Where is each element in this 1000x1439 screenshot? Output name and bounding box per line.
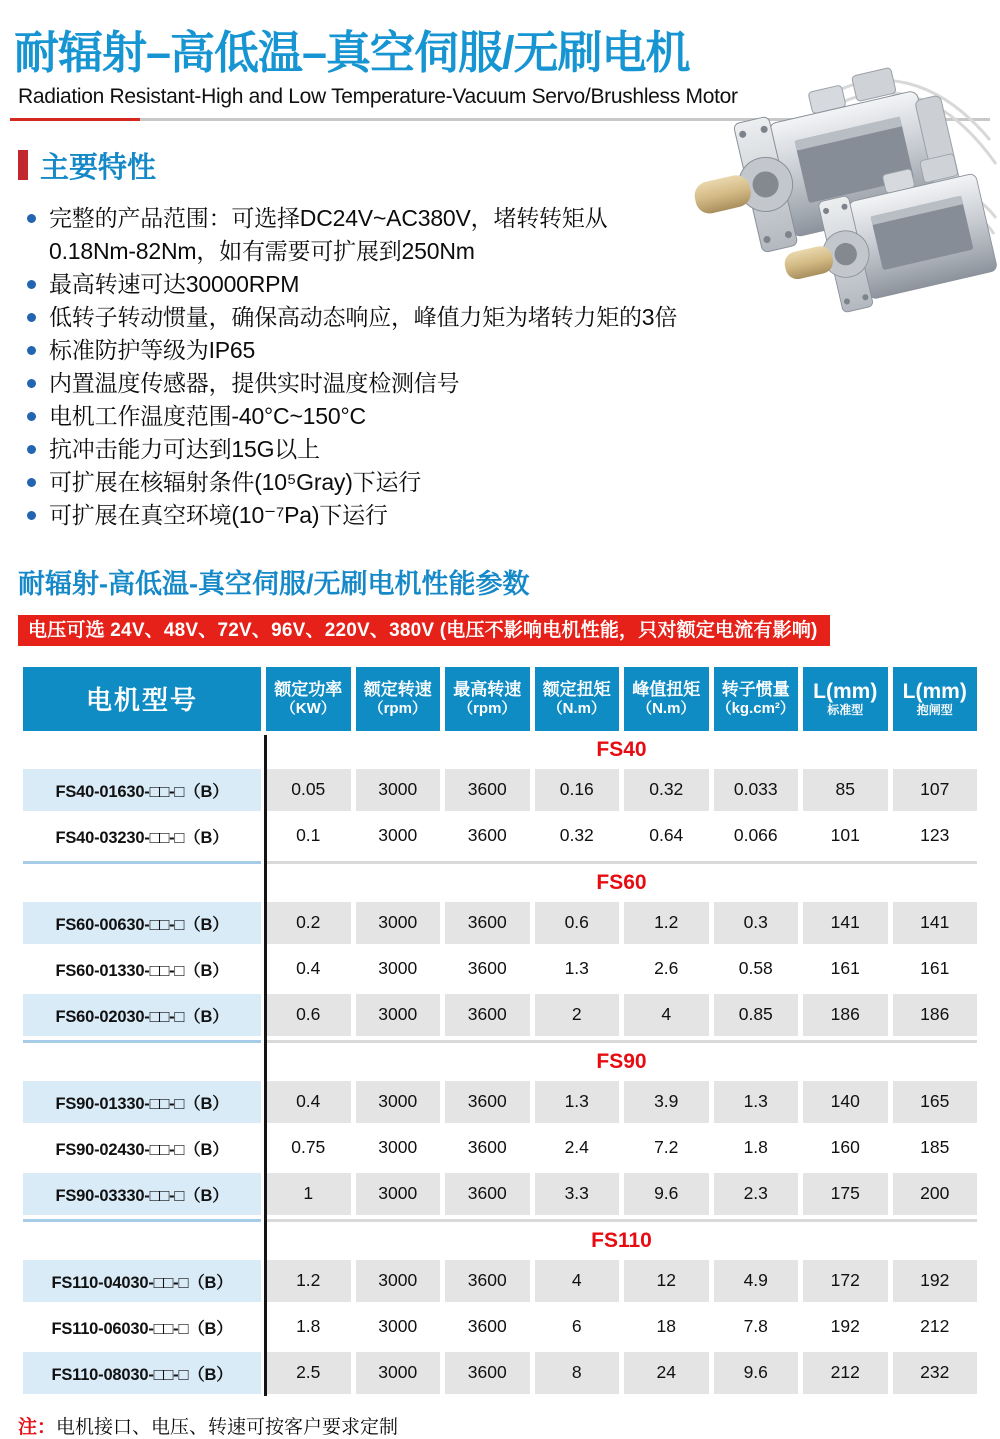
column-header-label: L(mm) bbox=[813, 679, 878, 703]
value-cell: 3600 bbox=[445, 1260, 530, 1302]
column-header bbox=[624, 667, 709, 731]
column-header-label: 额定扭矩 bbox=[542, 679, 611, 699]
table-row bbox=[23, 1127, 977, 1169]
column-header bbox=[803, 667, 888, 731]
model-cell: FS40-01630-□□-□（B） bbox=[23, 769, 261, 811]
section-label-spacer bbox=[23, 1226, 261, 1256]
separator-data-segment bbox=[266, 1219, 977, 1222]
section-label-row bbox=[23, 1226, 977, 1256]
footnote-prefix: 注： bbox=[18, 1416, 57, 1438]
feature-item: 标准防护等级为IP65 bbox=[22, 334, 712, 367]
value-cell: 123 bbox=[920, 825, 950, 845]
table-row bbox=[23, 902, 977, 944]
footnote bbox=[18, 1412, 982, 1439]
divider-red-segment bbox=[10, 118, 140, 121]
features-list bbox=[22, 202, 712, 532]
model-cell: FS60-01330-□□-□（B） bbox=[55, 961, 229, 980]
red-bar-icon bbox=[18, 150, 28, 180]
column-header bbox=[266, 667, 351, 731]
spec-table-wrap bbox=[18, 663, 982, 1398]
value-cell: 6 bbox=[571, 1316, 582, 1336]
value-cell: 12 bbox=[624, 1260, 709, 1302]
section-label-row bbox=[23, 735, 977, 765]
separator-data-segment bbox=[266, 1040, 977, 1043]
value-cell: 24 bbox=[624, 1352, 709, 1394]
value-cell: 2.5 bbox=[266, 1352, 351, 1394]
value-cell: 0.64 bbox=[649, 825, 684, 845]
value-cell: 9.6 bbox=[624, 1173, 709, 1215]
column-header bbox=[893, 667, 978, 731]
value-cell: 0.033 bbox=[714, 769, 799, 811]
separator-model-segment bbox=[23, 1219, 261, 1222]
value-cell: 0.1 bbox=[296, 825, 321, 845]
column-header bbox=[356, 667, 441, 731]
value-cell: 3600 bbox=[467, 1137, 507, 1157]
value-cell: 3600 bbox=[445, 1352, 530, 1394]
column-header-label: 峰值扭矩 bbox=[632, 679, 701, 699]
feature-item: 抗冲击能力可达到15G以上 bbox=[22, 433, 712, 466]
value-cell: 2 bbox=[535, 994, 620, 1036]
value-cell: 172 bbox=[803, 1260, 888, 1302]
table-row bbox=[23, 994, 977, 1036]
value-cell: 141 bbox=[893, 902, 978, 944]
column-header-label: 额定功率 bbox=[274, 679, 343, 699]
value-cell: 161 bbox=[920, 958, 950, 978]
value-cell: 4 bbox=[535, 1260, 620, 1302]
column-header-unit: （rpm） bbox=[458, 699, 517, 717]
value-cell: 3.9 bbox=[624, 1081, 709, 1123]
model-column-divider bbox=[264, 735, 267, 1396]
model-cell: FS60-02030-□□-□（B） bbox=[23, 994, 261, 1036]
section-separator-row bbox=[23, 861, 977, 864]
value-cell: 200 bbox=[893, 1173, 978, 1215]
value-cell: 3000 bbox=[356, 1081, 441, 1123]
value-cell: 2.3 bbox=[714, 1173, 799, 1215]
separator-model-segment bbox=[23, 1040, 261, 1043]
value-cell: 7.8 bbox=[743, 1316, 768, 1336]
performance-section bbox=[18, 562, 982, 1439]
value-cell: 3000 bbox=[378, 1137, 418, 1157]
value-cell: 186 bbox=[893, 994, 978, 1036]
value-cell: 232 bbox=[893, 1352, 978, 1394]
feature-item: 完整的产品范围：可选择DC24V~AC380V，堵转转矩从0.18Nm-82Nm，如有需要可扩展到250Nm bbox=[22, 202, 612, 268]
value-cell: 175 bbox=[803, 1173, 888, 1215]
table-header-row bbox=[23, 667, 977, 731]
separator-data-segment bbox=[266, 861, 977, 864]
value-cell: 1.8 bbox=[743, 1137, 768, 1157]
value-cell: 192 bbox=[830, 1316, 860, 1336]
section-separator-row bbox=[23, 1040, 977, 1043]
value-cell: 186 bbox=[803, 994, 888, 1036]
value-cell: 141 bbox=[803, 902, 888, 944]
value-cell: 0.16 bbox=[535, 769, 620, 811]
value-cell: 212 bbox=[920, 1316, 950, 1336]
value-cell: 1.2 bbox=[624, 902, 709, 944]
footnote-text: 电机接口、电压、转速可按客户要求定制 bbox=[56, 1416, 399, 1438]
separator-model-segment bbox=[23, 861, 261, 864]
value-cell: 0.75 bbox=[291, 1137, 326, 1157]
value-cell: 3600 bbox=[467, 1316, 507, 1336]
value-cell: 3000 bbox=[356, 769, 441, 811]
value-cell: 1.2 bbox=[266, 1260, 351, 1302]
section-label-row bbox=[23, 868, 977, 898]
feature-item: 内置温度传感器，提供实时温度检测信号 bbox=[22, 367, 712, 400]
value-cell: 3000 bbox=[356, 902, 441, 944]
value-cell: 0.85 bbox=[714, 994, 799, 1036]
value-cell: 18 bbox=[656, 1316, 676, 1336]
value-cell: 3000 bbox=[378, 825, 418, 845]
value-cell: 3600 bbox=[445, 769, 530, 811]
model-cell: FS90-02430-□□-□（B） bbox=[55, 1140, 229, 1159]
model-cell: FS110-04030-□□-□（B） bbox=[23, 1260, 261, 1302]
value-cell: 3600 bbox=[445, 994, 530, 1036]
value-cell: 0.05 bbox=[266, 769, 351, 811]
column-header-label: 转子惯量 bbox=[721, 679, 790, 699]
value-cell: 192 bbox=[893, 1260, 978, 1302]
feature-item: 可扩展在真空环境(10⁻⁷Pa)下运行 bbox=[22, 499, 712, 532]
column-header bbox=[714, 667, 799, 731]
feature-item: 可扩展在核辐射条件(10⁵Gray)下运行 bbox=[22, 466, 712, 499]
table-row bbox=[23, 815, 977, 857]
table-row bbox=[23, 1260, 977, 1302]
value-cell: 0.4 bbox=[296, 958, 321, 978]
features-heading-label: 主要特性 bbox=[40, 151, 157, 184]
value-cell: 8 bbox=[535, 1352, 620, 1394]
value-cell: 107 bbox=[893, 769, 978, 811]
servo-motor-product-image bbox=[678, 48, 998, 336]
value-cell: 3000 bbox=[378, 1316, 418, 1336]
model-cell: FS110-06030-□□-□（B） bbox=[51, 1319, 233, 1338]
feature-item: 电机工作温度范围-40°C~150°C bbox=[22, 400, 712, 433]
column-header-unit: （kg.cm²） bbox=[716, 699, 795, 717]
column-header-label: L(mm) bbox=[902, 679, 967, 703]
voltage-banner: 电压可选 24V、48V、72V、96V、220V、380V (电压不影响电机性能，只对额定电流有影响) bbox=[18, 615, 830, 646]
column-header-unit: （rpm） bbox=[368, 699, 427, 717]
value-cell: 1.3 bbox=[535, 1081, 620, 1123]
value-cell: 165 bbox=[893, 1081, 978, 1123]
model-cell: FS110-08030-□□-□（B） bbox=[23, 1352, 261, 1394]
value-cell: 160 bbox=[830, 1137, 860, 1157]
table-row bbox=[23, 769, 977, 811]
section-label: FS110 bbox=[591, 1228, 652, 1252]
section-label: FS40 bbox=[596, 737, 647, 761]
model-cell: FS90-01330-□□-□（B） bbox=[23, 1081, 261, 1123]
section-label-spacer bbox=[23, 735, 261, 765]
value-cell: 4 bbox=[624, 994, 709, 1036]
value-cell: 140 bbox=[803, 1081, 888, 1123]
value-cell: 161 bbox=[830, 958, 860, 978]
value-cell: 3600 bbox=[445, 1173, 530, 1215]
table-row bbox=[23, 1081, 977, 1123]
value-cell: 3600 bbox=[467, 825, 507, 845]
column-header-label: 额定转速 bbox=[363, 679, 432, 699]
value-cell: 7.2 bbox=[654, 1137, 679, 1157]
value-cell: 3000 bbox=[378, 958, 418, 978]
value-cell: 0.3 bbox=[714, 902, 799, 944]
value-cell: 1.3 bbox=[564, 958, 589, 978]
feature-item: 最高转速可达30000RPM bbox=[22, 268, 712, 301]
value-cell: 3000 bbox=[356, 994, 441, 1036]
value-cell: 101 bbox=[830, 825, 860, 845]
value-cell: 2.4 bbox=[564, 1137, 589, 1157]
column-header: 电机型号 bbox=[23, 667, 261, 731]
section-separator-row bbox=[23, 1219, 977, 1222]
column-header-unit: （KW） bbox=[280, 699, 336, 717]
feature-item: 低转子转动惯量，确保高动态响应，峰值力矩为堵转力矩的3倍 bbox=[22, 301, 712, 334]
page-subtitle: Radiation Resistant-High and Low Temperature-Vacuum Servo/Brushless Motor bbox=[18, 84, 738, 108]
column-header-unit: 标准型 bbox=[827, 702, 864, 717]
page-title: 耐辐射–高低温–真空伺服/无刷电机 bbox=[14, 27, 690, 78]
column-header-unit: 抱闸型 bbox=[916, 702, 953, 717]
performance-heading: 耐辐射-高低温-真空伺服/无刷电机性能参数 bbox=[18, 568, 530, 599]
value-cell: 185 bbox=[920, 1137, 950, 1157]
column-header bbox=[445, 667, 530, 731]
value-cell: 0.6 bbox=[535, 902, 620, 944]
column-header-unit: （N.m） bbox=[637, 699, 696, 717]
value-cell: 85 bbox=[803, 769, 888, 811]
section-label: FS90 bbox=[596, 1049, 647, 1073]
table-row bbox=[23, 948, 977, 990]
value-cell: 0.32 bbox=[624, 769, 709, 811]
value-cell: 1.3 bbox=[714, 1081, 799, 1123]
column-header-unit: （N.m） bbox=[547, 699, 606, 717]
value-cell: 0.6 bbox=[266, 994, 351, 1036]
section-label-spacer bbox=[23, 1047, 261, 1077]
value-cell: 3000 bbox=[356, 1173, 441, 1215]
value-cell: 3000 bbox=[356, 1352, 441, 1394]
section-label: FS60 bbox=[596, 870, 647, 894]
value-cell: 0.4 bbox=[266, 1081, 351, 1123]
value-cell: 0.066 bbox=[733, 825, 778, 845]
value-cell: 3000 bbox=[356, 1260, 441, 1302]
value-cell: 0.2 bbox=[266, 902, 351, 944]
value-cell: 0.32 bbox=[559, 825, 594, 845]
section-label-row bbox=[23, 1047, 977, 1077]
section-label-spacer bbox=[23, 868, 261, 898]
value-cell: 1 bbox=[266, 1173, 351, 1215]
table-row bbox=[23, 1306, 977, 1348]
value-cell: 212 bbox=[803, 1352, 888, 1394]
model-cell: FS60-00630-□□-□（B） bbox=[23, 902, 261, 944]
table-row bbox=[23, 1173, 977, 1215]
value-cell: 3600 bbox=[467, 958, 507, 978]
table-row bbox=[23, 1352, 977, 1394]
value-cell: 3600 bbox=[445, 902, 530, 944]
value-cell: 4.9 bbox=[714, 1260, 799, 1302]
value-cell: 3600 bbox=[445, 1081, 530, 1123]
value-cell: 3.3 bbox=[535, 1173, 620, 1215]
value-cell: 9.6 bbox=[714, 1352, 799, 1394]
spec-table bbox=[18, 663, 982, 1398]
value-cell: 1.8 bbox=[296, 1316, 321, 1336]
column-header bbox=[535, 667, 620, 731]
value-cell: 2.6 bbox=[654, 958, 679, 978]
model-cell: FS40-03230-□□-□（B） bbox=[55, 828, 229, 847]
value-cell: 0.58 bbox=[738, 958, 773, 978]
model-cell: FS90-03330-□□-□（B） bbox=[23, 1173, 261, 1215]
column-header-label: 最高转速 bbox=[453, 679, 522, 699]
